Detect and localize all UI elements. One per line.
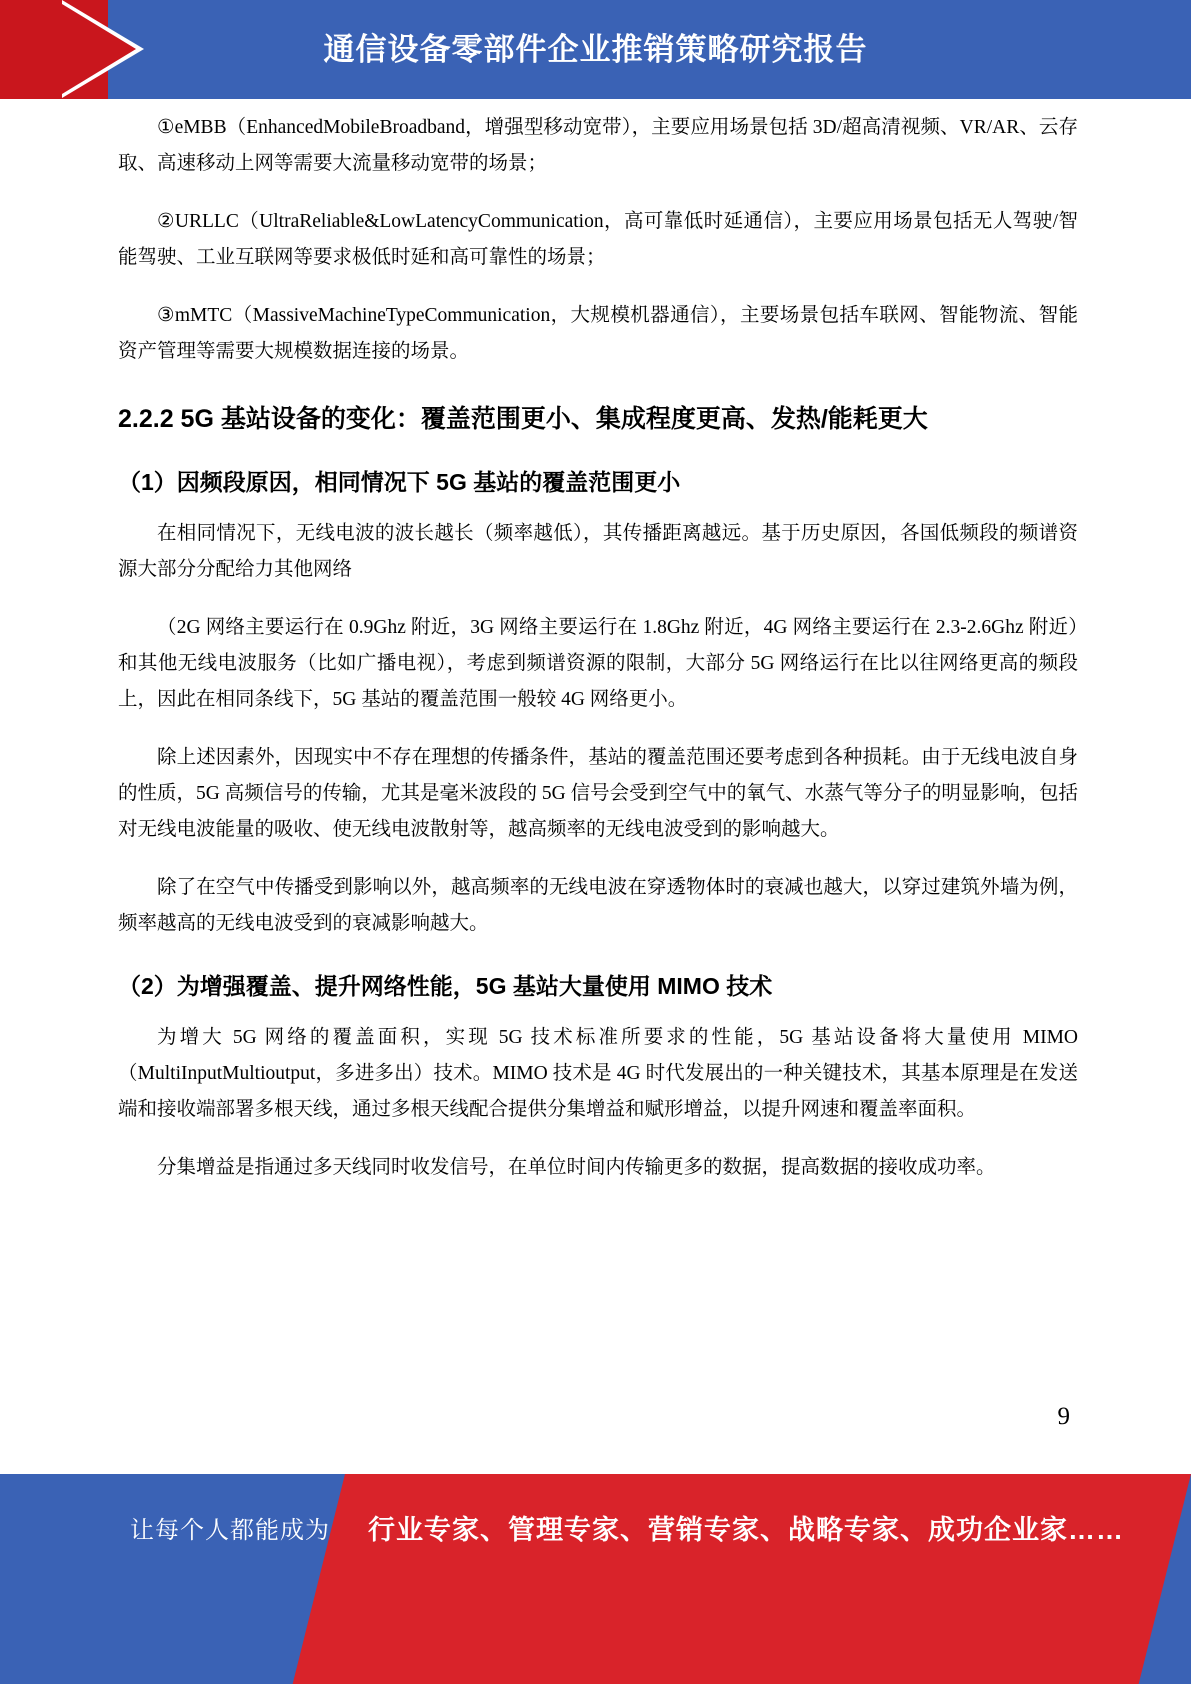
page-footer <box>0 1474 1191 1684</box>
footer-slogan-left: 让每个人都能成为 <box>130 1517 330 1544</box>
paragraph: 在相同情况下，无线电波的波长越长（频率越低），其传播距离越远。基于历史原因，各国低频段的频谱资源大部分分配给力其他网络 <box>118 523 1078 580</box>
paragraph: 除了在空气中传播受到影响以外，越高频率的无线电波在穿透物体时的衰减也越大，以穿过建筑外墙为例，频率越高的无线电波受到的衰减影响越大。 <box>118 877 1078 934</box>
paragraph: 分集增益是指通过多天线同时收发信号，在单位时间内传输更多的数据，提高数据的接收成功率。 <box>157 1157 996 1178</box>
page-number: 9 <box>1057 1403 1070 1430</box>
paragraph: 除上述因素外，因现实中不存在理想的传播条件，基站的覆盖范围还要考虑到各种损耗。由于无线电波自身的性质，5G 高频信号的传输，尤其是毫米波段的 5G 信号会受到空气中的氧气、水蒸气等分子的明显影响，包括对无线电波能量的吸收、使无线电波散射等，越高频率的无线电波受到的影响越大。 <box>118 747 1078 840</box>
subsection-heading: （2）为增强覆盖、提升网络性能，5G 基站大量使用 MIMO 技术 <box>118 973 773 999</box>
paragraph: ①eMBB（EnhancedMobileBroadband，增强型移动宽带），主要应用场景包括 3D/超高清视频、VR/AR、云存取、高速移动上网等需要大流量移动宽带的场景； <box>118 117 1078 174</box>
paragraph: ③mMTC（MassiveMachineTypeCommunication，大规模机器通信），主要场景包括车联网、智能物流、智能资产管理等需要大规模数据连接的场景。 <box>118 305 1078 362</box>
page-header <box>0 0 1191 99</box>
section-heading: 2.2.2 5G 基站设备的变化：覆盖范围更小、集成程度更高、发热/能耗更大 <box>118 405 928 433</box>
page-title: 通信设备零部件企业推销策略研究报告 <box>323 32 868 67</box>
paragraph: （2G 网络主要运行在 0.9Ghz 附近，3G 网络主要运行在 1.8Ghz 附近，4G 网络主要运行在 2.3-2.6Ghz 附近）和其他无线电波服务（比如广播电视），考虑到频谱资源的限制，大部分 5G 网络运行在比以往网络更高的频段上，因此在相同条线下，5G 基站的覆盖范围一般较 4G 网络更小。 <box>118 617 1078 710</box>
footer-red-band <box>293 1474 1191 1684</box>
paragraph: ②URLLC（UltraReliable&LowLatencyCommunication，高可靠低时延通信），主要应用场景包括无人驾驶/智能驾驶、工业互联网等要求极低时延和高可靠性的场景； <box>118 211 1078 268</box>
footer-slogan-right: 行业专家、管理专家、营销专家、战略专家、成功企业家…… <box>368 1515 1124 1545</box>
subsection-heading: （1）因频段原因，相同情况下 5G 基站的覆盖范围更小 <box>118 469 681 495</box>
paragraph: 为增大 5G 网络的覆盖面积，实现 5G 技术标准所要求的性能，5G 基站设备将大量使用 MIMO（MultiInputMultioutput，多进多出）技术。MIMO 技术是 4G 时代发展出的一种关键技术，其基本原理是在发送端和接收端部署多根天线，通过多根天线配合提供分集增益和赋形增益，以提升网速和覆盖率面积。 <box>118 1027 1078 1120</box>
document-body <box>118 110 1078 1208</box>
